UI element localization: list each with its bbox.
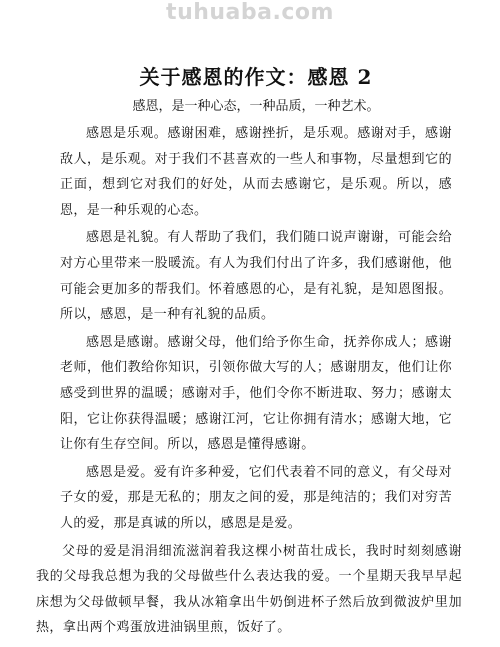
paragraph-gratitude: 感恩是感谢。感谢父母，他们给予你生命，抚养你成人；感谢老师，他们教给你知识，引领你做大写的人；感谢朋友，他们让你感受到世界的温暖；感谢对手，他们令你不断进取、努力；感谢太阳，它让你获得温暖；感谢江河，它让你拥有清水；感谢大地，它让你有生存空间。所以，感恩是懂得感谢。 bbox=[60, 334, 452, 453]
paragraph-parents-love: 父母的爱是涓涓细流滋润着我这棵小树苗壮成长，我时时刻刻感谢我的父母我总想为我的父母做些什么表达我的爱。一个星期天我早早起床想为父母做顿早餐，我从冰箱拿出牛奶倒进杯子然后放到微波炉里加热，拿出两个鸡蛋放进油锅里煎，饭好了。 bbox=[36, 543, 462, 636]
paragraph-courtesy: 感恩是礼貌。有人帮助了我们，我们随口说声谢谢，可能会给对方心里带来一股暖流。有人为我们付出了许多，我们感谢他，他可能会更加多的帮我们。怀着感恩的心，是有礼貌，是知恩图报。所以，感恩，是一种有礼貌的品质。 bbox=[60, 230, 452, 323]
document-subtitle: 感恩，是一种心态，一种品质，一种艺术。 bbox=[132, 99, 380, 114]
paragraph-optimism: 感恩是乐观。感谢困难，感谢挫折，是乐观。感谢对手，感谢敌人，是乐观。对于我们不甚喜欢的一些人和事物，尽量想到它的正面，想到它对我们的好处，从而去感谢它，是乐观。所以，感恩，是一种乐观的心态。 bbox=[60, 126, 452, 218]
document-page bbox=[36, 64, 462, 643]
paragraph-love: 感恩是爱。爱有许多种爱，它们代表着不同的意义，有父母对子女的爱，那是无私的；朋友之间的爱，那是纯洁的；我们对穷苦人的爱，那是真诚的所以，感恩是是爱。 bbox=[60, 464, 452, 531]
watermark: tuhuaba.com bbox=[166, 0, 334, 25]
document-title: 关于感恩的作文：感恩 2 bbox=[139, 65, 373, 89]
